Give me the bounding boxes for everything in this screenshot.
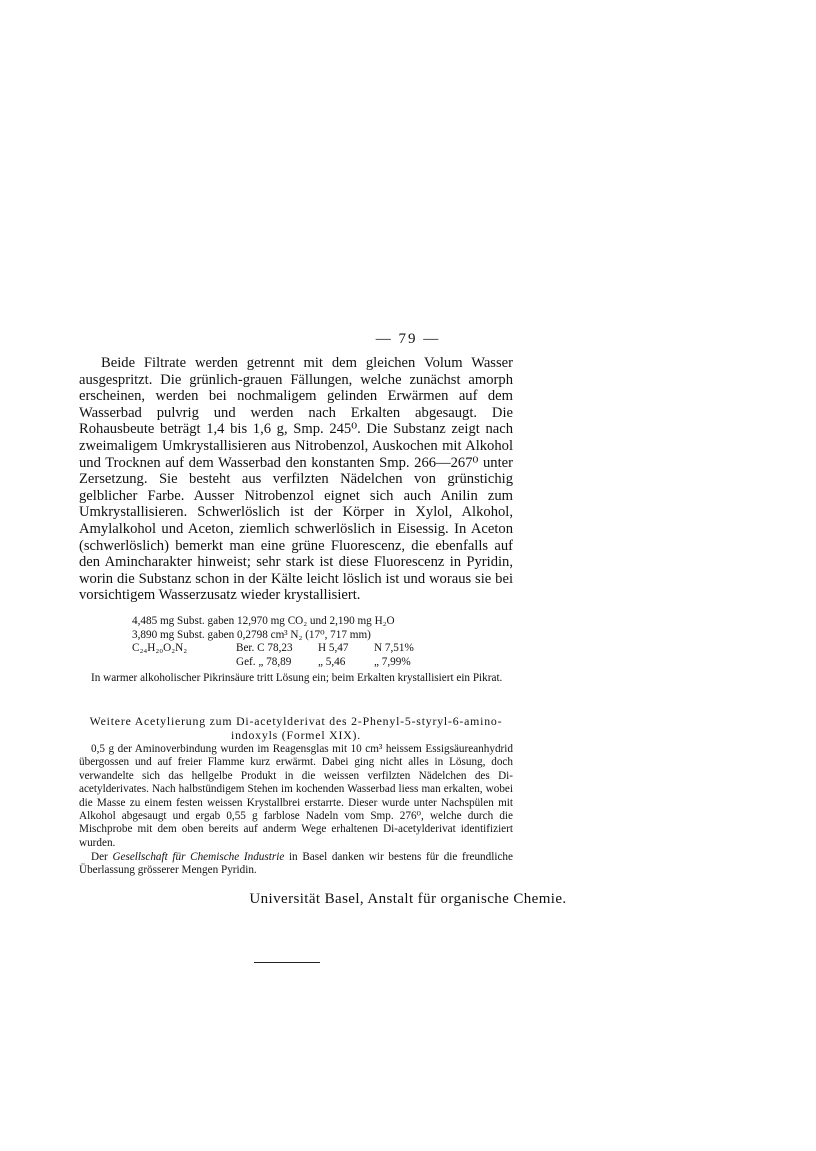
end-rule — [254, 962, 320, 963]
analysis-line: 4,485 mg Subst. gaben 12,970 mg CO₂ und 2,190 mg H₂O — [132, 615, 395, 627]
acknowledgement-block — [79, 851, 513, 878]
analysis-row — [132, 642, 434, 656]
elemental-analysis — [132, 615, 434, 669]
analysis-row — [132, 656, 434, 670]
analysis-formula: C₂₄H₂₀O₂N₂ — [132, 642, 188, 655]
analysis-carbon: Gef. „ 78,89 — [236, 655, 292, 668]
picrate-note: In warmer alkoholischer Pikrinsäure tritt Lösung ein; beim Erkalten krystallisiert ein Pikrat. — [91, 672, 503, 684]
analysis-hydrogen: H 5,47 — [318, 642, 349, 655]
section-heading: Weitere Acetylierung zum Di-acetylderivat des 2-Phenyl-5-styryl-6-amino-indoxyls (Formel XIX). — [89, 714, 503, 742]
institute-line: Universität Basel, Anstalt für organische Chemie. — [249, 891, 567, 907]
analysis-hydrogen: „ 5,46 — [318, 655, 346, 668]
acknowledgement-prefix: Der — [91, 851, 113, 863]
analysis-nitrogen: „ 7,99% — [374, 655, 411, 668]
company-name: Gesellschaft für Chemische Industrie — [112, 851, 285, 863]
acknowledgement — [79, 851, 513, 878]
page-number: — 79 — — [375, 331, 441, 347]
acknowledgement-suffix: in Basel danken wir bestens für die freundliche Überlassung grösserer Mengen Pyridin. — [79, 851, 513, 877]
picrate-note-block — [79, 672, 513, 685]
procedure-paragraph: 0,5 g der Aminoverbindung wurden im Reagensglas mit 10 cm³ heissem Essigsäureanhydrid übergossen und auf freier Flamme kurz erwärmt. Dabei ging nicht alles in Lösung, doch verwandelte sich das hellgelbe Produkt in die weissen verfilzten Nädelchen des Di-acetylderivates. Nach halbstündigem Stehen im kochenden Wasserbad liess man erkalten, wobei die Masse zu einem festen weissen Krystallbrei erstarrte. Dieser wurde unter Nachspülen mit Alkohol abgesaugt und ergab 0,55 g farblose Nadeln vom Smp. 276⁰, welche durch die Mischprobe mit dem oben bereits auf anderm Wege erhaltenen Di-acetylderivat identifiziert wurden. — [79, 743, 513, 849]
analysis-line: 3,890 mg Subst. gaben 0,2798 cm³ N₂ (17⁰, 717 mm) — [132, 628, 371, 641]
body-text — [79, 355, 513, 604]
procedure-block — [79, 743, 513, 850]
analysis-carbon: Ber. C 78,23 — [236, 642, 293, 655]
body-paragraph: Beide Filtrate werden getrennt mit dem gleichen Volum Wasser ausgespritzt. Die grünlich-grauen Fällungen, welche zunächst amorph erscheinen, werden bei nochmaligem gelinden Erwärmen auf dem Wasserbad pulvrig und werden nach Erkalten abgesaugt. Die Rohausbeute beträgt 1,4 bis 1,6 g, Smp. 245⁰. Die Substanz zeigt nach zweimaligem Umkrystallisieren aus Nitrobenzol, Auskochen mit Alkohol und Trocknen auf dem Wasserbad den konstanten Smp. 266—267⁰ unter Zersetzung. Sie besteht aus verfilzten Nädelchen von grünstichig gelblicher Farbe. Ausser Nitrobenzol eignet sich auch Anilin zum Umkrystallisieren. Schwerlöslich ist der Körper in Xylol, Alkohol, Amylalkohol und Aceton, ziemlich schwerlöslich in Eisessig. In Aceton (schwerlöslich) bemerkt man eine grüne Fluorescenz, die ebenfalls auf den Amincharakter hinweist; sehr stark ist diese Fluorescenz in Pyridin, worin die Substanz schon in der Kälte leicht löslich ist und woraus sie bei vorsichtigem Wasserzusatz wieder krystallisiert. — [79, 355, 513, 604]
analysis-nitrogen: N 7,51% — [374, 642, 414, 655]
analysis-formula — [132, 656, 236, 670]
